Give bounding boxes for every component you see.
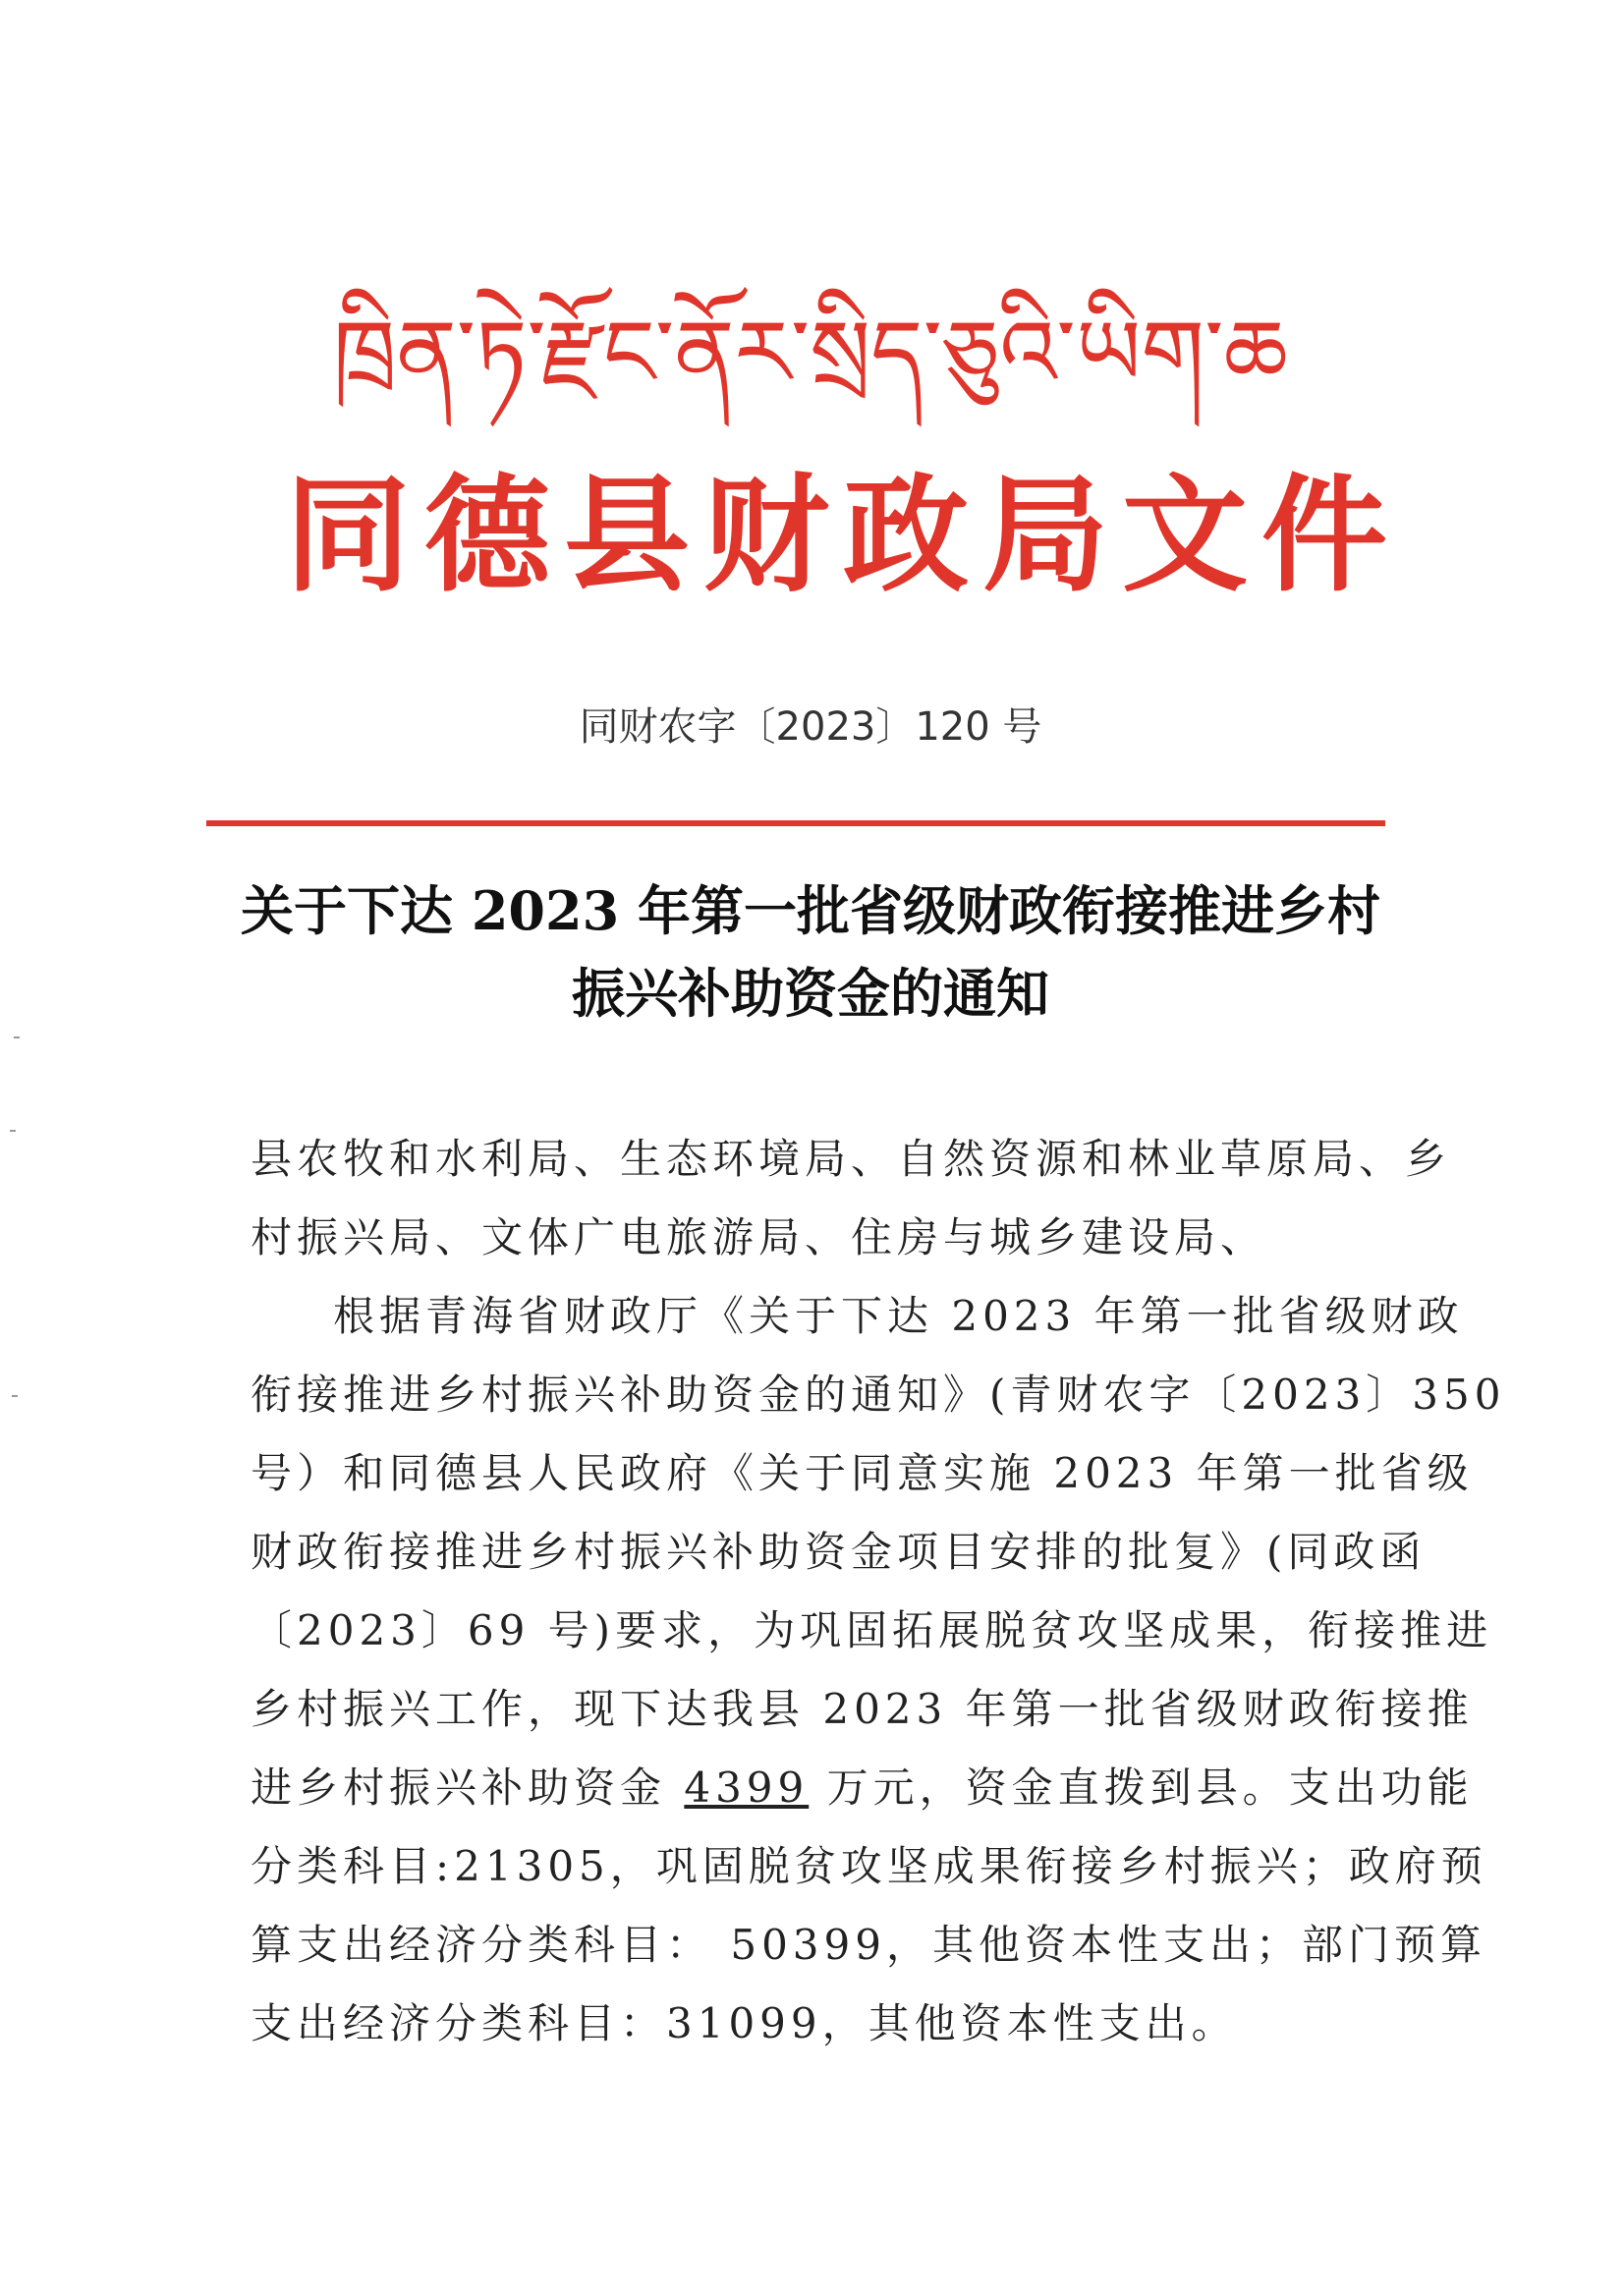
notice-title-line-2: 振兴补助资金的通知 [572, 962, 1049, 1025]
notice-title-line-1: 关于下达 2023 年第一批省级财政衔接推进乡村 [241, 879, 1380, 942]
paragraph-line-9: 算支出经济分类科目： 50399，其他资本性支出；部门预算 [251, 1921, 1486, 1969]
paragraph-line-7-end: 万元，资金直拨到县。支出功能 [809, 1763, 1474, 1812]
scan-mark [14, 1036, 20, 1038]
recipients-line-2: 村振兴局、文体广电旅游局、住房与城乡建设局、 [251, 1213, 1267, 1261]
paragraph-line-4: 财政衔接推进乡村振兴补助资金项目安排的批复》(同政函 [251, 1528, 1427, 1576]
paragraph-line-2: 衔接推进乡村振兴补助资金的通知》(青财农字〔2023〕350 [251, 1371, 1506, 1419]
document-number: 同财农字〔2023〕120 号 [579, 704, 1042, 750]
red-divider-line [206, 820, 1385, 826]
paragraph-line-6: 乡村振兴工作，现下达我县 2023 年第一批省级财政衔接推 [251, 1685, 1474, 1733]
document-body [251, 1120, 1506, 2063]
paragraph-line-7-start: 进乡村振兴补助资金 [251, 1763, 685, 1812]
fund-amount: 4399 [684, 1763, 810, 1812]
notice-title [196, 869, 1425, 1035]
paragraph-line-1: 根据青海省财政厅《关于下达 2023 年第一批省级财政 [333, 1292, 1464, 1340]
tibetan-header-title: ཁྲིན་ཏེ་རྫོང་ནོར་སྲིད་ཅུའི་ཡིག་ཆ [333, 301, 1288, 406]
document-header-title: 同德县财政局文件 [285, 462, 1402, 609]
paragraph-line-7 [251, 1749, 1474, 1827]
recipients-line-1: 县农牧和水利局、生态环境局、自然资源和林业草原局、乡 [251, 1135, 1452, 1183]
scan-mark [10, 1130, 16, 1132]
paragraph-line-10: 支出经济分类科目：31099，其他资本性支出。 [251, 1999, 1238, 2047]
paragraph-line-3: 号）和同德县人民政府《关于同意实施 2023 年第一批省级 [251, 1449, 1474, 1497]
paragraph-line-5: 〔2023〕69 号)要求，为巩固拓展脱贫攻坚成果，衔接推进 [251, 1606, 1493, 1654]
scan-mark [12, 1395, 18, 1397]
paragraph-line-8: 分类科目:21305，巩固脱贫攻坚成果衔接乡村振兴；政府预 [251, 1842, 1487, 1890]
